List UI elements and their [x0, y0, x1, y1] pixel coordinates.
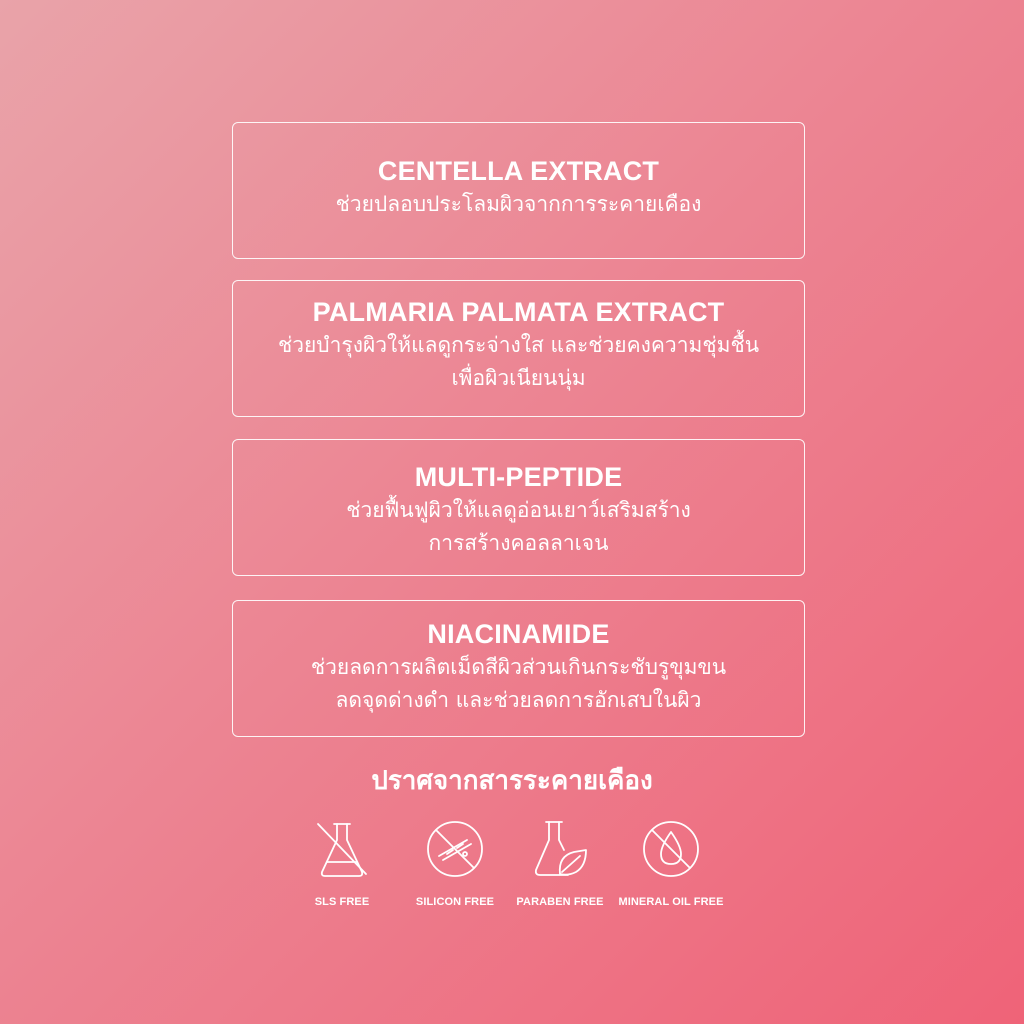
badge-label: SLS FREE [314, 896, 370, 908]
ingredient-card-palmaria [232, 280, 805, 417]
leaf-flask-icon [528, 818, 592, 880]
paraben-free-badge [500, 818, 620, 908]
no-silicon-icon [423, 818, 487, 880]
free-from-badges [0, 818, 1024, 918]
ingredient-description: ช่วยฟื้นฟูผิวให้แลดูอ่อนเยาว์เสริมสร้าง [346, 498, 691, 522]
no-flask-icon [310, 818, 374, 880]
badge-label: PARABEN FREE [516, 896, 604, 908]
no-oil-drop-icon [639, 818, 703, 880]
ingredient-title: MULTI-PEPTIDE [414, 462, 623, 492]
mineral-oil-free-badge [611, 818, 731, 908]
ingredient-title: PALMARIA PALMATA EXTRACT [312, 297, 725, 327]
ingredient-description: ลดจุดด่างดำ และช่วยลดการอักเสบในผิว [335, 688, 702, 712]
free-from-heading: ปราศจากสารระคายเคือง [371, 766, 653, 796]
silicon-free-badge [395, 818, 515, 908]
ingredient-description: เพื่อผิวเนียนนุ่ม [451, 366, 586, 390]
ingredient-description: ช่วยบำรุงผิวให้แลดูกระจ่างใส และช่วยคงความชุ่มชื้น [277, 333, 760, 357]
badge-label: SILICON FREE [415, 896, 495, 908]
ingredient-title: CENTELLA EXTRACT [377, 156, 660, 186]
ingredient-card-centella [232, 122, 805, 259]
sls-free-badge [282, 818, 402, 908]
badge-label: MINERAL OIL FREE [618, 896, 724, 908]
ingredient-card-multi-peptide [232, 439, 805, 576]
ingredient-card-niacinamide [232, 600, 805, 737]
ingredient-description: การสร้างคอลลาเจน [428, 531, 609, 555]
ingredient-description: ช่วยลดการผลิตเม็ดสีผิวส่วนเกินกระชับรูขุมขน [310, 655, 727, 679]
ingredient-title: NIACINAMIDE [427, 619, 610, 649]
ingredient-description: ช่วยปลอบประโลมผิวจากการระคายเคือง [335, 192, 702, 216]
